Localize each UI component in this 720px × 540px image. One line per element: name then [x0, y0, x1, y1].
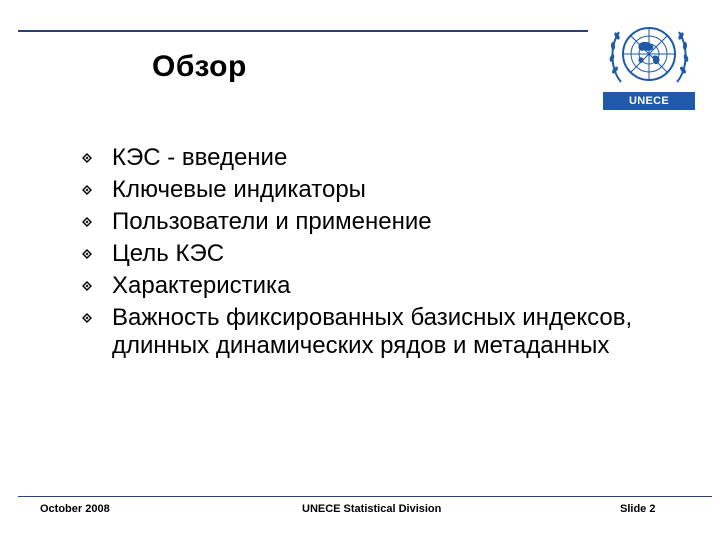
top-divider [18, 30, 588, 32]
footer-divider [18, 496, 712, 497]
diamond-bullet-icon [82, 217, 92, 227]
list-item [82, 208, 682, 236]
bullet-text: Важность фиксированных базисных индексов, длинных динамических рядов и метаданных [112, 304, 633, 359]
list-item [82, 144, 682, 172]
diamond-bullet-icon [82, 281, 92, 291]
bullet-text: Ключевые индикаторы [112, 176, 366, 203]
bullet-text: КЭС - введение [112, 144, 288, 171]
footer-slide-number: Slide 2 [620, 503, 656, 515]
footer-date: October 2008 [40, 503, 110, 515]
diamond-bullet-icon [82, 313, 92, 323]
footer-organization: UNECE Statistical Division [302, 503, 442, 515]
bullet-text: Характеристика [112, 272, 291, 299]
bullet-list [82, 144, 682, 364]
bullet-text: Пользователи и применение [112, 208, 432, 235]
list-item [82, 176, 682, 204]
list-item [82, 240, 682, 268]
diamond-bullet-icon [82, 185, 92, 195]
logo-label: UNECE [603, 92, 695, 110]
bullet-text: Цель КЭС [112, 240, 225, 267]
slide-title: Обзор [152, 50, 247, 83]
list-item [82, 304, 682, 360]
list-item [82, 272, 682, 300]
diamond-bullet-icon [82, 249, 92, 259]
diamond-bullet-icon [82, 153, 92, 163]
